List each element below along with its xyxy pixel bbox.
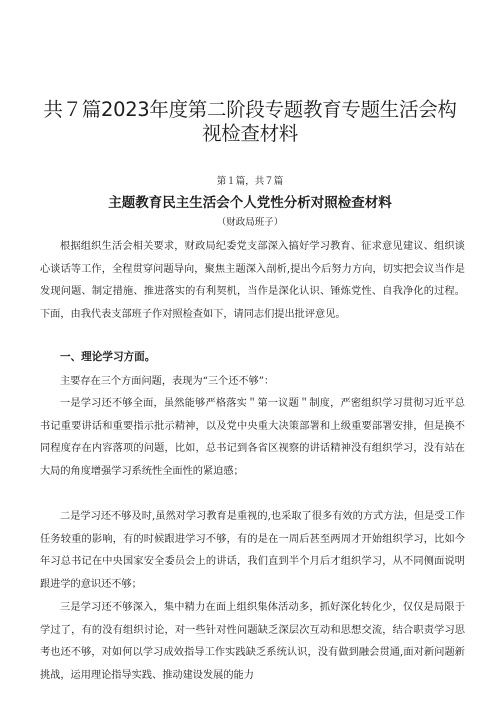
section-lead-paragraph: 主要存在三个方面问题，表现为“三个还不够”： [60, 376, 275, 387]
problem-paragraph-3: 三是学习还不够深入，集中精力在面上组织集体活动多，抓好深化转化少，仅仅是局限于学过了，有的没有组织讨论，对一些针对性问题缺乏深层次互动和思想交流，结合职责学习思考也还不够，对如何以学习成效指导工作实践缺乏系统认识，没有做到融会贯通,面对新问题新挑战，运用理论指导实践、推动建设发展的能力 [40, 602, 465, 681]
problem-paragraph-1: 一是学习还不够全面，虽然能够严格落实＂第一议题＂制度，严密组织学习贯彻习近平总书记重要讲话和重要指示批示精神，以及党中央重大决策部署和上级重要部署安排，但是换不同程度存在内容落项的问题，比如，总书记到各省区视察的讲话精神没有组织学习，没有站在大局的角度增强学习系统性全面性的紧迫感； [40, 398, 465, 477]
section-heading-theory-study: 一、理论学习方面。 [60, 351, 156, 363]
intro-paragraph: 根据组织生活会相关要求，财政局纪委党支部深入搞好学习教育、征求意见建议、组织谈心谈话等工作，全程贯穿问题导向，聚焦主题深入剖析,提出今后努力方向，切实把会议当作是发现问题、制定措施、推进落实的有利契机，当作是深化认识、锤炼党性、自我净化的过程。下面，由我代表支部班子作对照检查如下，请同志们提出批评意见。 [40, 241, 465, 320]
document-title-line-2: 视检查材料 [201, 122, 298, 145]
article-source: （财政局班子） [216, 217, 284, 228]
problem-paragraph-2: 二是学习还不够及时,虽然对学习教育是重视的,也采取了很多有效的方式方法，但是受工作任务较重的影响，有的时候跟进学习不够，有的是在一周后甚至两周才开始组织学习，比如今年习总书记在中央国家安全委员会上的讲话，我们直到半个月后才组织学习，从不同侧面说明跟进学的意识还不够； [40, 511, 465, 590]
article-title: 主题教育民主生活会个人党性分析对照检查材料 [108, 195, 392, 211]
document-title-line-1: 共７篇2023年度第二阶段专题教育专题生活会构 [43, 98, 457, 121]
article-index-label: 第１篇，共７篇 [216, 176, 284, 187]
